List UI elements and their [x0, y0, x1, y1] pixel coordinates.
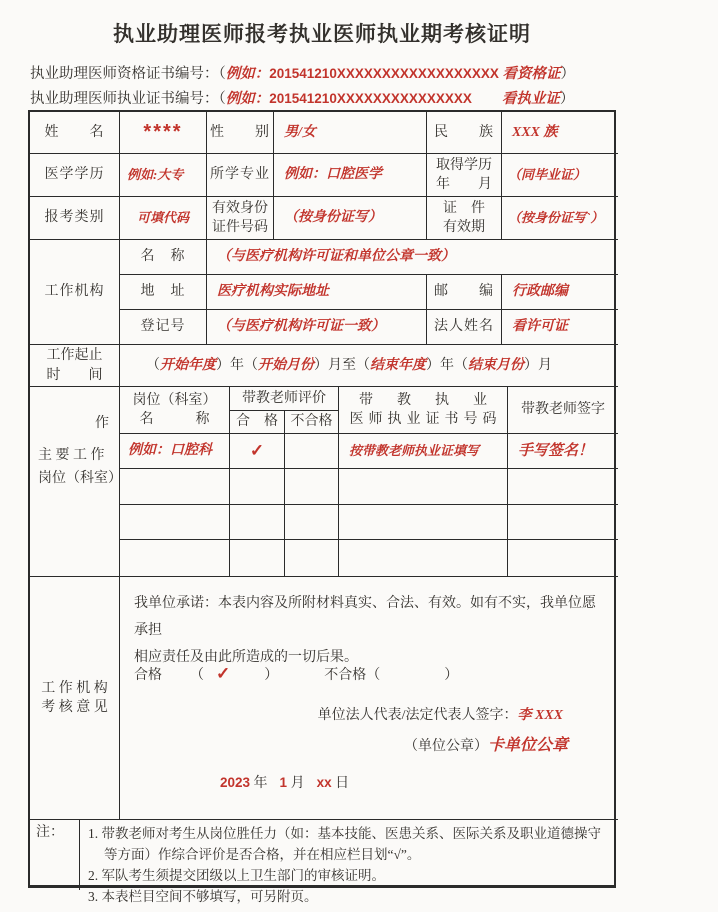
period-end-year: 结束年度 — [370, 357, 426, 373]
empty-cell — [339, 469, 508, 505]
empty-cell — [508, 540, 618, 577]
id-number-label — [207, 197, 274, 240]
education-label: 医学学历 — [30, 154, 120, 197]
work-period-value — [120, 345, 618, 387]
qualification-cert-number: 201541210XXXXXXXXXXXXXXXXXX — [269, 66, 499, 81]
id-validity-value: （按身份证写`） — [502, 197, 618, 240]
paren: ） — [559, 91, 575, 107]
empty-cell — [120, 469, 230, 505]
org-registration-value: （与医疗机构许可证一致） — [207, 310, 427, 345]
position-example-dept: 例如：口腔科 — [120, 434, 230, 469]
paren: ）月 — [524, 357, 552, 373]
org-seal-label: （单位公章） — [403, 739, 488, 754]
empty-cell — [285, 540, 339, 577]
org-legal-person-label: 法人姓名 — [427, 310, 502, 345]
example-prefix: 例如： — [225, 66, 270, 82]
education-date-value: （同毕业证） — [502, 154, 618, 197]
pass-fail-line — [134, 663, 632, 685]
id-validity-label-line1: 证 件 — [443, 200, 485, 216]
form-table — [28, 110, 616, 904]
pass-header: 合 格 — [230, 411, 285, 434]
paren: （ — [190, 668, 204, 683]
education-date-label — [427, 154, 502, 197]
position-name-header-line1: 岗位（科室） — [132, 392, 217, 408]
id-number-value: （按身份证写） — [274, 197, 427, 240]
position-example-fail — [285, 434, 339, 469]
gender-value: 男/女 — [274, 112, 427, 154]
paren: （ — [366, 668, 381, 683]
promise-line2: 相应责任及由此所造成的一切后果。 — [134, 650, 358, 665]
practice-cert-hint: 看执业证 — [501, 91, 560, 107]
pass-label: 合格 — [134, 668, 162, 683]
education-date-label-line1: 取得学历 — [436, 157, 492, 173]
review-date-month: 1 — [279, 775, 288, 790]
org-legal-person-value: 看许可证 — [502, 310, 618, 345]
fail-label: 不合格 — [324, 668, 367, 683]
period-start-year: 开始年度 — [160, 357, 216, 373]
notes-label: 注： — [30, 820, 80, 890]
position-example-sign: 手写签名！ — [508, 434, 618, 469]
position-example-cert: 按带教老师执业证填写 — [339, 434, 508, 469]
practice-cert-number: 201541210XXXXXXXXXXXXXXX — [269, 91, 472, 106]
date-day-unit: 日 — [335, 776, 350, 791]
name-masked: **** — [143, 121, 183, 143]
position-name-header — [120, 387, 230, 434]
main-positions-label-line3: 岗位（科室） — [38, 471, 122, 486]
main-positions-label-line1: 作 — [95, 416, 109, 431]
teacher-signature-header: 带教老师签字 — [508, 387, 618, 434]
note-item-2: 2. 军队考生须提交团级以上卫生部门的审核证明。 — [88, 868, 385, 883]
org-registration-label: 登记号 — [120, 310, 207, 345]
org-review-content — [120, 577, 618, 820]
ethnicity-label: 民 族 — [427, 112, 502, 154]
name-label: 姓 名 — [30, 112, 120, 154]
org-review-label — [30, 577, 120, 820]
id-validity-label-line2: 有效期 — [443, 220, 485, 235]
promise-line1: 我单位承诺：本表内容及所附材料真实、合法、有效。如有不实，我单位愿承担 — [134, 596, 596, 638]
paren: ）年（ — [216, 357, 258, 373]
example-prefix: 例如： — [225, 91, 270, 107]
exam-category-value: 可填代码 — [120, 197, 207, 240]
position-name-header-line2: 名 称 — [139, 412, 210, 427]
empty-cell — [285, 469, 339, 505]
empty-cell — [230, 505, 285, 540]
id-number-label-line1: 有效身份 — [212, 200, 268, 216]
practice-cert-label: 执业助理医师执业证书编号： — [30, 91, 219, 107]
org-review-label-line1: 工 作 机 构 — [41, 680, 108, 696]
empty-cell — [120, 540, 230, 577]
teacher-cert-number-header — [339, 387, 508, 434]
empty-cell — [339, 540, 508, 577]
checkmark-icon: ✓ — [216, 664, 231, 683]
education-value: 例如:大专 — [120, 154, 207, 197]
paren: （ — [218, 66, 226, 82]
teacher-cert-header-line2: 医师执业证书号码 — [349, 412, 502, 427]
date-year-unit: 年 — [253, 776, 268, 791]
empty-cell — [230, 469, 285, 505]
period-start-month: 开始月份 — [258, 357, 314, 373]
paren: ） — [264, 668, 279, 683]
education-date-label-line2: 年 月 — [436, 177, 492, 192]
empty-cell — [508, 469, 618, 505]
paren: ） — [560, 66, 576, 82]
review-date-day: xx — [316, 775, 332, 790]
major-value: 例如：口腔医学 — [274, 154, 427, 197]
promise-paragraph — [134, 590, 604, 671]
ethnicity-value: XXX 族 — [502, 112, 618, 154]
work-org-label: 工作机构 — [30, 240, 120, 345]
exam-category-label: 报考类别 — [30, 197, 120, 240]
date-month-unit: 月 — [290, 776, 305, 791]
position-example-pass — [230, 434, 285, 469]
work-period-label-line2: 时 间 — [46, 367, 103, 383]
main-positions-label-line2: 主 要 工 作 — [38, 447, 105, 463]
teacher-cert-header-line1: 带 教 执 业 — [359, 392, 492, 408]
practice-cert-number-line — [30, 87, 574, 108]
paren: ）年（ — [426, 357, 468, 373]
id-validity-label — [427, 197, 502, 240]
empty-cell — [230, 540, 285, 577]
org-name-label: 名 称 — [120, 240, 207, 275]
org-address-value: 医疗机构实际地址 — [207, 275, 427, 310]
legal-representative-signature: 李 XXX — [517, 708, 563, 723]
name-value — [120, 112, 207, 154]
legal-representative-sign-label: 单位法人代表/法定代表人签字： — [317, 708, 518, 723]
review-date-line — [220, 775, 718, 793]
paren: （ — [218, 91, 226, 107]
main-positions-label — [30, 387, 120, 577]
work-period-label-line1: 工作起止 — [46, 348, 103, 363]
legal-representative-sign-line — [120, 707, 618, 725]
review-date-year: 2023 — [220, 775, 251, 790]
period-end-month: 结束月份 — [468, 357, 524, 373]
org-seal-value: 卡单位公章 — [487, 737, 568, 754]
note-item-1: 1. 带教老师对考生从岗位胜任力（如：基本技能、医患关系、医际关系及职业道德操守等方面）作综合评价是否合格，并在相应栏目划“√”。 — [88, 826, 601, 862]
empty-cell — [339, 505, 508, 540]
checkmark-icon: ✓ — [249, 441, 265, 461]
major-label: 所学专业 — [207, 154, 274, 197]
work-period-label — [30, 345, 120, 387]
qualification-cert-hint: 看资格证 — [502, 66, 561, 82]
note-item-3: 3. 本表栏目空间不够填写，可另附页。 — [88, 889, 318, 904]
paren: ）月至（ — [314, 357, 370, 373]
empty-cell — [285, 505, 339, 540]
org-address-label: 地 址 — [120, 275, 207, 310]
org-seal-line — [120, 736, 618, 756]
id-number-label-line2: 证件号码 — [212, 220, 268, 235]
org-review-label-line2: 考 核 意 见 — [41, 700, 108, 715]
empty-cell — [508, 505, 618, 540]
notes-content — [80, 820, 618, 904]
org-name-value: （与医疗机构许可证和单位公章一致） — [207, 240, 618, 275]
org-zip-label: 邮 编 — [427, 275, 502, 310]
page-title: 执业助理医师报考执业医师执业期考核证明 — [113, 22, 531, 46]
fail-header: 不合格 — [285, 411, 339, 434]
empty-cell — [120, 505, 230, 540]
paren: ） — [444, 668, 459, 683]
qualification-cert-label: 执业助理医师资格证书编号： — [30, 66, 219, 82]
qualification-cert-number-line — [30, 62, 575, 83]
gender-label: 性 别 — [207, 112, 274, 154]
org-zip-value: 行政邮编 — [502, 275, 618, 310]
paren: （ — [146, 357, 160, 373]
teacher-evaluation-header: 带教老师评价 — [230, 387, 339, 411]
